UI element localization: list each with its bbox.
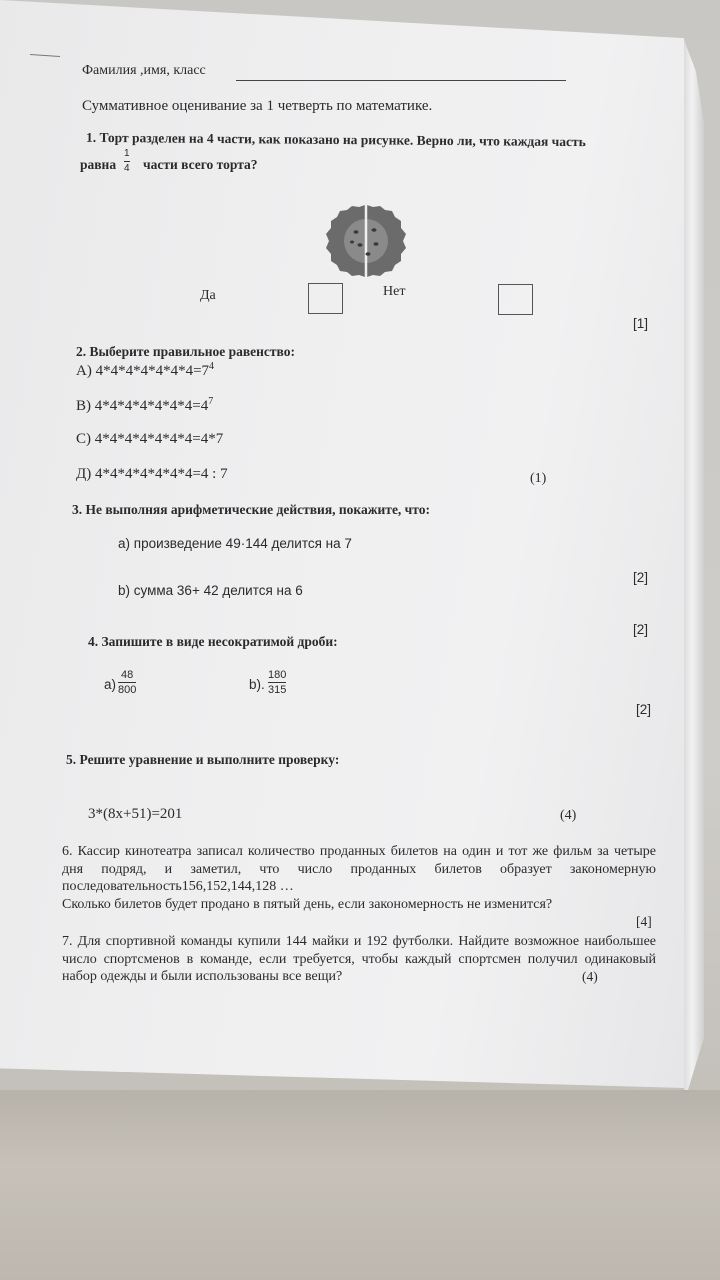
- q2-option-a-sup: 4: [209, 361, 215, 372]
- page-edge: [684, 40, 704, 1090]
- q3-score-a: [2]: [633, 570, 649, 585]
- no-checkbox[interactable]: [498, 284, 533, 315]
- q2-score: (1): [530, 471, 547, 486]
- q3-score-b: [2]: [633, 622, 649, 637]
- cake-image: [322, 200, 410, 282]
- q1-frac-bar: [124, 161, 130, 162]
- q2-option-b-text: В) 4*4*4*4*4*4*4=4: [76, 398, 209, 414]
- q4-a-den: 800: [118, 684, 137, 696]
- q3-part-a: а) произведение 49·144 делится на 7: [118, 536, 352, 551]
- q6-score: [4]: [636, 914, 652, 929]
- q6-text: 6. Кассир кинотеатра записал количество проданных билетов на один и тот же фильм за четыре дня подряд, и заметил, что число проданных билетов образует закономерную последовательность156,152,144,128 …: [62, 844, 656, 894]
- q4-score: [2]: [636, 702, 652, 717]
- q7-score: (4): [582, 969, 598, 984]
- q1-suffix: части всего торта?: [143, 157, 258, 172]
- q2-option-a-text: А) 4*4*4*4*4*4*4=7: [76, 363, 210, 379]
- q4-b-label: b).: [249, 677, 265, 692]
- yes-checkbox[interactable]: [308, 283, 343, 314]
- q5-equation: 3*(8x+51)=201: [88, 806, 183, 822]
- q4-a-fraction: [118, 669, 136, 696]
- q2-title: 2. Выберите правильное равенство:: [76, 344, 295, 359]
- q3-part-b: b) сумма 36+ 42 делится на 6: [118, 583, 303, 598]
- q5-title: 5. Решите уравнение и выполните проверку:: [66, 752, 340, 767]
- name-label: Фамилия ,имя, класс: [82, 63, 206, 78]
- q4-b-num: 180: [268, 669, 287, 681]
- q2-option-a: [76, 361, 214, 380]
- q4-title: 4. Запишите в виде несократимой дроби:: [88, 634, 338, 649]
- page-title: Суммативное оценивание за 1 четверть по математике.: [82, 98, 433, 114]
- q4-b-fraction: [268, 669, 286, 696]
- q7-text: 7. Для спортивной команды купили 144 майки и 192 футболки. Найдите возможное наибольшее число спортсменов в команде, если требуется, чтобы каждый спортсмен получил одинаковый набор одежды и были использованы все вещи?: [62, 934, 656, 984]
- q4-a-label: а): [104, 677, 117, 692]
- q3-title: 3. Не выполняя арифметические действия, покажите, что:: [72, 502, 430, 517]
- q4-b-den: 315: [268, 684, 287, 696]
- q1-text: 1. Торт разделен на 4 части, как показано на рисунке. Верно ли, что каждая часть: [85, 129, 586, 150]
- q1-prefix: равна: [80, 157, 117, 172]
- q4-a-num: 48: [121, 669, 134, 681]
- q5-score: (4): [560, 808, 577, 823]
- no-label: Нет: [383, 284, 406, 299]
- q4-a-bar: [118, 682, 136, 683]
- q2-option-d: Д) 4*4*4*4*4*4*4=4 : 7: [76, 466, 228, 482]
- q2-option-b: [76, 396, 213, 415]
- q1-frac-num: 1: [124, 148, 130, 159]
- yes-label: Да: [200, 288, 216, 303]
- q1-frac-den: 4: [124, 163, 130, 174]
- table-surface: [0, 1090, 720, 1280]
- q2-option-c: С) 4*4*4*4*4*4*4=4*7: [76, 431, 224, 447]
- q1-score: [1]: [633, 316, 649, 331]
- name-line[interactable]: [236, 80, 566, 81]
- q1-fraction: [124, 148, 130, 175]
- q2-option-b-sup: 7: [208, 396, 214, 407]
- q4-b-bar: [268, 682, 286, 683]
- q6-question: Сколько билетов будет продано в пятый день, если закономерность не изменится?: [62, 897, 553, 912]
